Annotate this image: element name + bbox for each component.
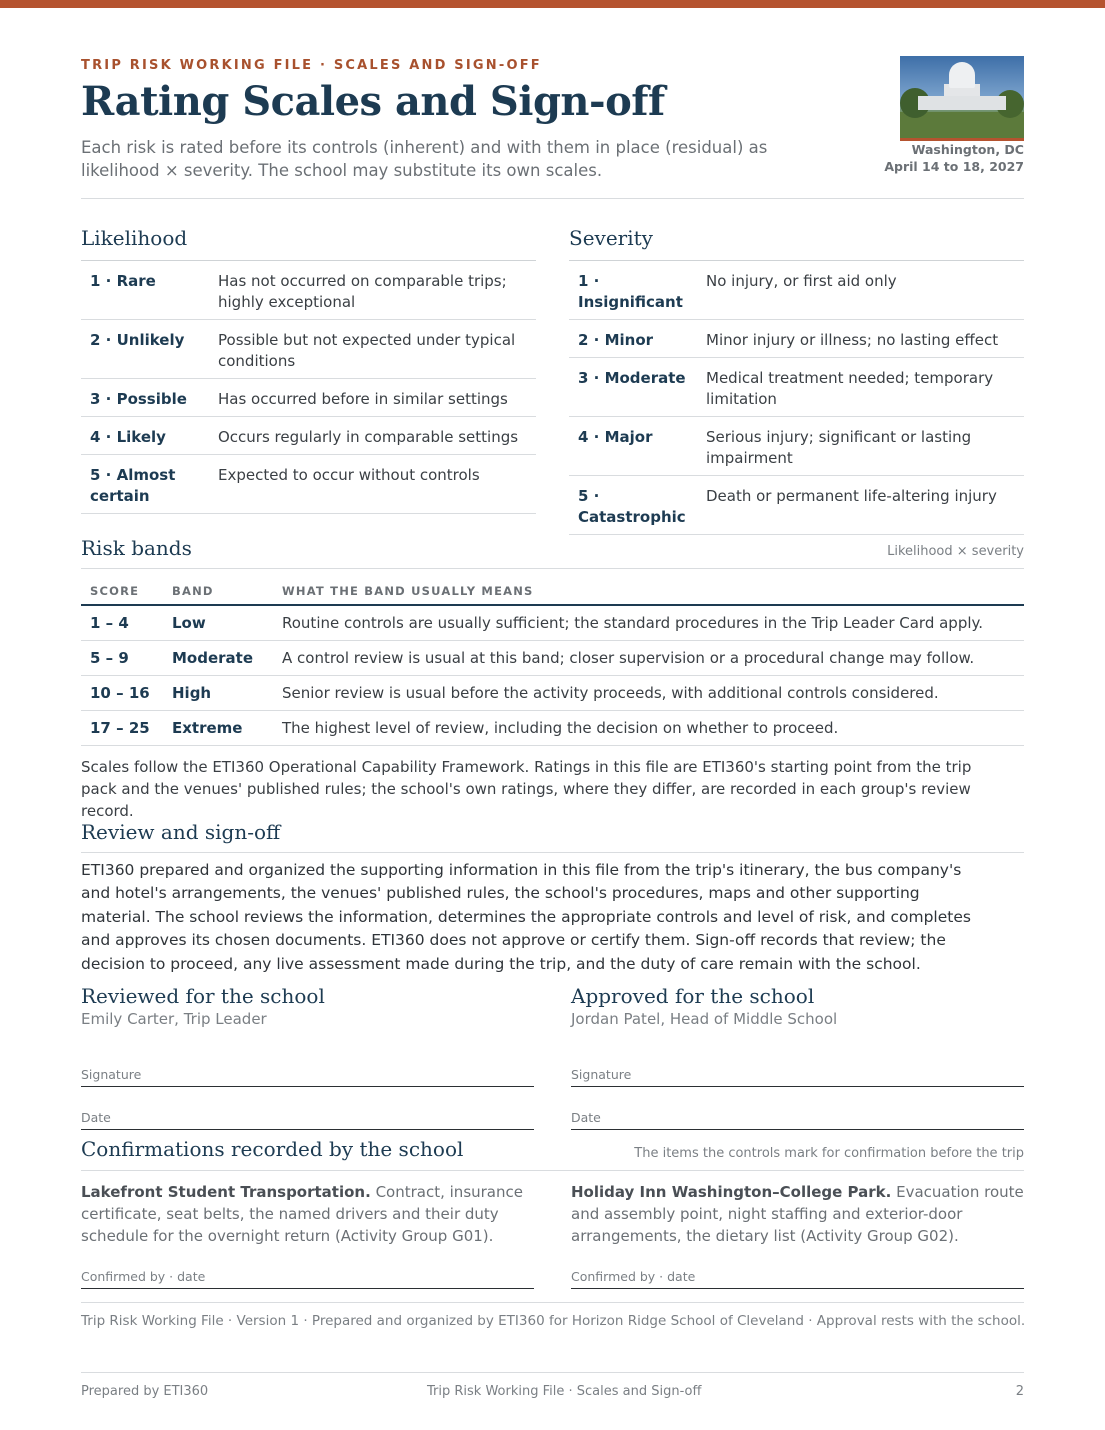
signature-label: Signature bbox=[81, 1067, 142, 1082]
confirmation-hotel-text bbox=[571, 1181, 1024, 1255]
likelihood-row bbox=[81, 320, 536, 379]
confirmation-transport-text bbox=[81, 1181, 534, 1255]
photo-caption-dates: April 14 to 18, 2027 bbox=[884, 159, 1024, 174]
likelihood-level: 1 · Rare bbox=[90, 272, 156, 290]
band-score: 5 – 9 bbox=[90, 649, 129, 667]
review-heading: Review and sign-off bbox=[81, 820, 281, 844]
risk-bands-header bbox=[81, 536, 1024, 569]
severity-level: 4 · Major bbox=[578, 428, 653, 446]
footer-left: Prepared by ETI360 bbox=[81, 1384, 209, 1399]
severity-row bbox=[569, 320, 1024, 358]
severity-desc: Minor injury or illness; no lasting effect bbox=[706, 331, 999, 349]
reviewed-heading: Reviewed for the school bbox=[81, 984, 325, 1008]
severity-table bbox=[569, 260, 1024, 535]
likelihood-row bbox=[81, 261, 536, 320]
table-row bbox=[81, 676, 1024, 711]
document-kicker: TRIP RISK WORKING FILE · SCALES AND SIGN-OFF bbox=[81, 58, 542, 73]
review-body: ETI360 prepared and organized the supporting information in this file from the trip's itinerary, the bus company's and hotel's arrangements, the venues' published rules, the school's procedures, maps and other supporting material. The school reviews the information, determines the appropriate controls and level of risk, and completes and approves its chosen documents. ETI360 does not approve or certify them. Sign-off records that review; the decision to proceed, any live assessment made during the trip, and the duty of care remain with the school. bbox=[81, 861, 971, 973]
header-divider bbox=[81, 198, 1024, 199]
band-score: 10 – 16 bbox=[90, 684, 150, 702]
band-name: Extreme bbox=[172, 719, 243, 737]
band-meaning: A control review is usual at this band; closer supervision or a procedural change may follow. bbox=[282, 649, 975, 667]
column-header-score: SCORE bbox=[90, 584, 140, 598]
likelihood-row bbox=[81, 379, 536, 417]
severity-row bbox=[569, 476, 1024, 535]
page-subtitle: Each risk is rated before its controls (inherent) and with them in place (residual) as likelihood × severity. The school may substitute its own scales. bbox=[81, 138, 768, 180]
risk-bands-heading: Risk bands bbox=[81, 536, 192, 560]
band-score: 1 – 4 bbox=[90, 614, 129, 632]
likelihood-row bbox=[81, 455, 536, 514]
approver-date-field[interactable] bbox=[571, 1087, 1024, 1130]
footer-divider bbox=[81, 1372, 1024, 1373]
photo-caption-place: Washington, DC bbox=[911, 142, 1024, 157]
table-row bbox=[81, 641, 1024, 676]
band-meaning: Senior review is usual before the activity proceeds, with additional controls considered. bbox=[282, 684, 939, 702]
severity-scale bbox=[569, 226, 1024, 535]
approved-heading: Approved for the school bbox=[571, 984, 815, 1008]
likelihood-level: 5 · Almost certain bbox=[90, 466, 176, 505]
confirmation-transport-details: Contract, insurance certificate, seat belts, the named drivers and their duty schedule for the overnight return (Activity Group G01). bbox=[81, 1183, 523, 1245]
page-number: 2 bbox=[1015, 1384, 1024, 1399]
review-header bbox=[81, 820, 1024, 853]
risk-bands-note: Likelihood × severity bbox=[887, 544, 1024, 559]
table-row bbox=[81, 711, 1024, 746]
likelihood-desc: Occurs regularly in comparable settings bbox=[218, 428, 519, 446]
likelihood-desc: Possible but not expected under typical conditions bbox=[218, 331, 516, 370]
photo-caption bbox=[884, 141, 1024, 175]
confirmation-hotel-field[interactable] bbox=[571, 1255, 1024, 1289]
destination-photo bbox=[900, 56, 1024, 141]
file-line-divider bbox=[81, 1302, 1024, 1303]
confirmation-transport bbox=[81, 1181, 534, 1289]
severity-level: 5 · Catastrophic bbox=[578, 487, 686, 526]
likelihood-desc: Has not occurred on comparable trips; highly exceptional bbox=[218, 272, 507, 311]
confirmation-transport-field[interactable] bbox=[81, 1255, 534, 1289]
band-meaning: The highest level of review, including the decision on whether to proceed. bbox=[282, 719, 839, 737]
likelihood-desc: Has occurred before in similar settings bbox=[218, 390, 508, 408]
confirmations-note: The items the controls mark for confirmation before the trip bbox=[634, 1146, 1024, 1161]
reviewer-name: Emily Carter, Trip Leader bbox=[81, 1010, 267, 1028]
band-score: 17 – 25 bbox=[90, 719, 150, 737]
approver-name: Jordan Patel, Head of Middle School bbox=[571, 1010, 838, 1028]
band-meaning: Routine controls are usually sufficient; the standard procedures in the Trip Leader Card apply. bbox=[282, 614, 984, 632]
likelihood-level: 3 · Possible bbox=[90, 390, 187, 408]
column-header-band: BAND bbox=[172, 584, 214, 598]
severity-row bbox=[569, 417, 1024, 476]
band-name: Low bbox=[172, 614, 206, 632]
top-accent-bar bbox=[0, 0, 1105, 8]
reviewer-signature-field[interactable] bbox=[81, 1044, 534, 1087]
band-name: High bbox=[172, 684, 212, 702]
severity-desc: Death or permanent life-altering injury bbox=[706, 487, 997, 505]
severity-desc: No injury, or first aid only bbox=[706, 272, 897, 290]
date-label: Date bbox=[571, 1110, 601, 1125]
confirmation-hotel bbox=[571, 1181, 1024, 1289]
severity-level: 1 · Insignificant bbox=[578, 272, 683, 311]
confirmation-hotel-details: Evacuation route and assembly point, night staffing and exterior-door arrangements, the dietary list (Activity Group G02). bbox=[571, 1183, 1024, 1245]
likelihood-row bbox=[81, 417, 536, 455]
column-header-meaning: WHAT THE BAND USUALLY MEANS bbox=[282, 584, 534, 598]
severity-level: 2 · Minor bbox=[578, 331, 654, 349]
severity-heading: Severity bbox=[569, 226, 653, 250]
severity-row bbox=[569, 358, 1024, 417]
footer-center: Trip Risk Working File · Scales and Sign-off bbox=[427, 1384, 702, 1399]
approver-signature-field[interactable] bbox=[571, 1044, 1024, 1087]
likelihood-table bbox=[81, 260, 536, 514]
severity-desc: Serious injury; significant or lasting impairment bbox=[706, 428, 972, 467]
risk-bands-table bbox=[81, 578, 1024, 746]
confirmations-heading: Confirmations recorded by the school bbox=[81, 1137, 464, 1161]
approved-signoff bbox=[571, 984, 1024, 1130]
likelihood-level: 4 · Likely bbox=[90, 428, 166, 446]
severity-row bbox=[569, 261, 1024, 320]
reviewer-date-field[interactable] bbox=[81, 1087, 534, 1130]
file-version-line: Trip Risk Working File · Version 1 · Prepared and organized by ETI360 for Horizon Ridge School of Cleveland · Approval rests with the school. bbox=[81, 1313, 1026, 1329]
date-label: Date bbox=[81, 1110, 111, 1125]
severity-level: 3 · Moderate bbox=[578, 369, 686, 387]
confirmed-by-label: Confirmed by · date bbox=[571, 1269, 696, 1284]
likelihood-desc: Expected to occur without controls bbox=[218, 466, 480, 484]
likelihood-scale bbox=[81, 226, 536, 514]
band-name: Moderate bbox=[172, 649, 254, 667]
table-row bbox=[81, 606, 1024, 641]
page-title: Rating Scales and Sign-off bbox=[81, 78, 665, 125]
severity-desc: Medical treatment needed; temporary limitation bbox=[706, 369, 994, 408]
risk-bands-footnote: Scales follow the ETI360 Operational Capability Framework. Ratings in this file are ETI360's starting point from the trip pack and the venues' published rules; the school's own ratings, where they differ, are recorded in each group's review record. bbox=[81, 758, 972, 820]
signature-label: Signature bbox=[571, 1067, 632, 1082]
likelihood-level: 2 · Unlikely bbox=[90, 331, 185, 349]
likelihood-heading: Likelihood bbox=[81, 226, 188, 250]
confirmation-transport-name: Lakefront Student Transportation. bbox=[81, 1183, 371, 1201]
risk-bands-column-headers bbox=[81, 578, 1024, 606]
confirmation-hotel-name: Holiday Inn Washington–College Park. bbox=[571, 1183, 892, 1201]
confirmed-by-label: Confirmed by · date bbox=[81, 1269, 206, 1284]
reviewed-signoff bbox=[81, 984, 534, 1130]
confirmations-header bbox=[81, 1137, 1024, 1171]
